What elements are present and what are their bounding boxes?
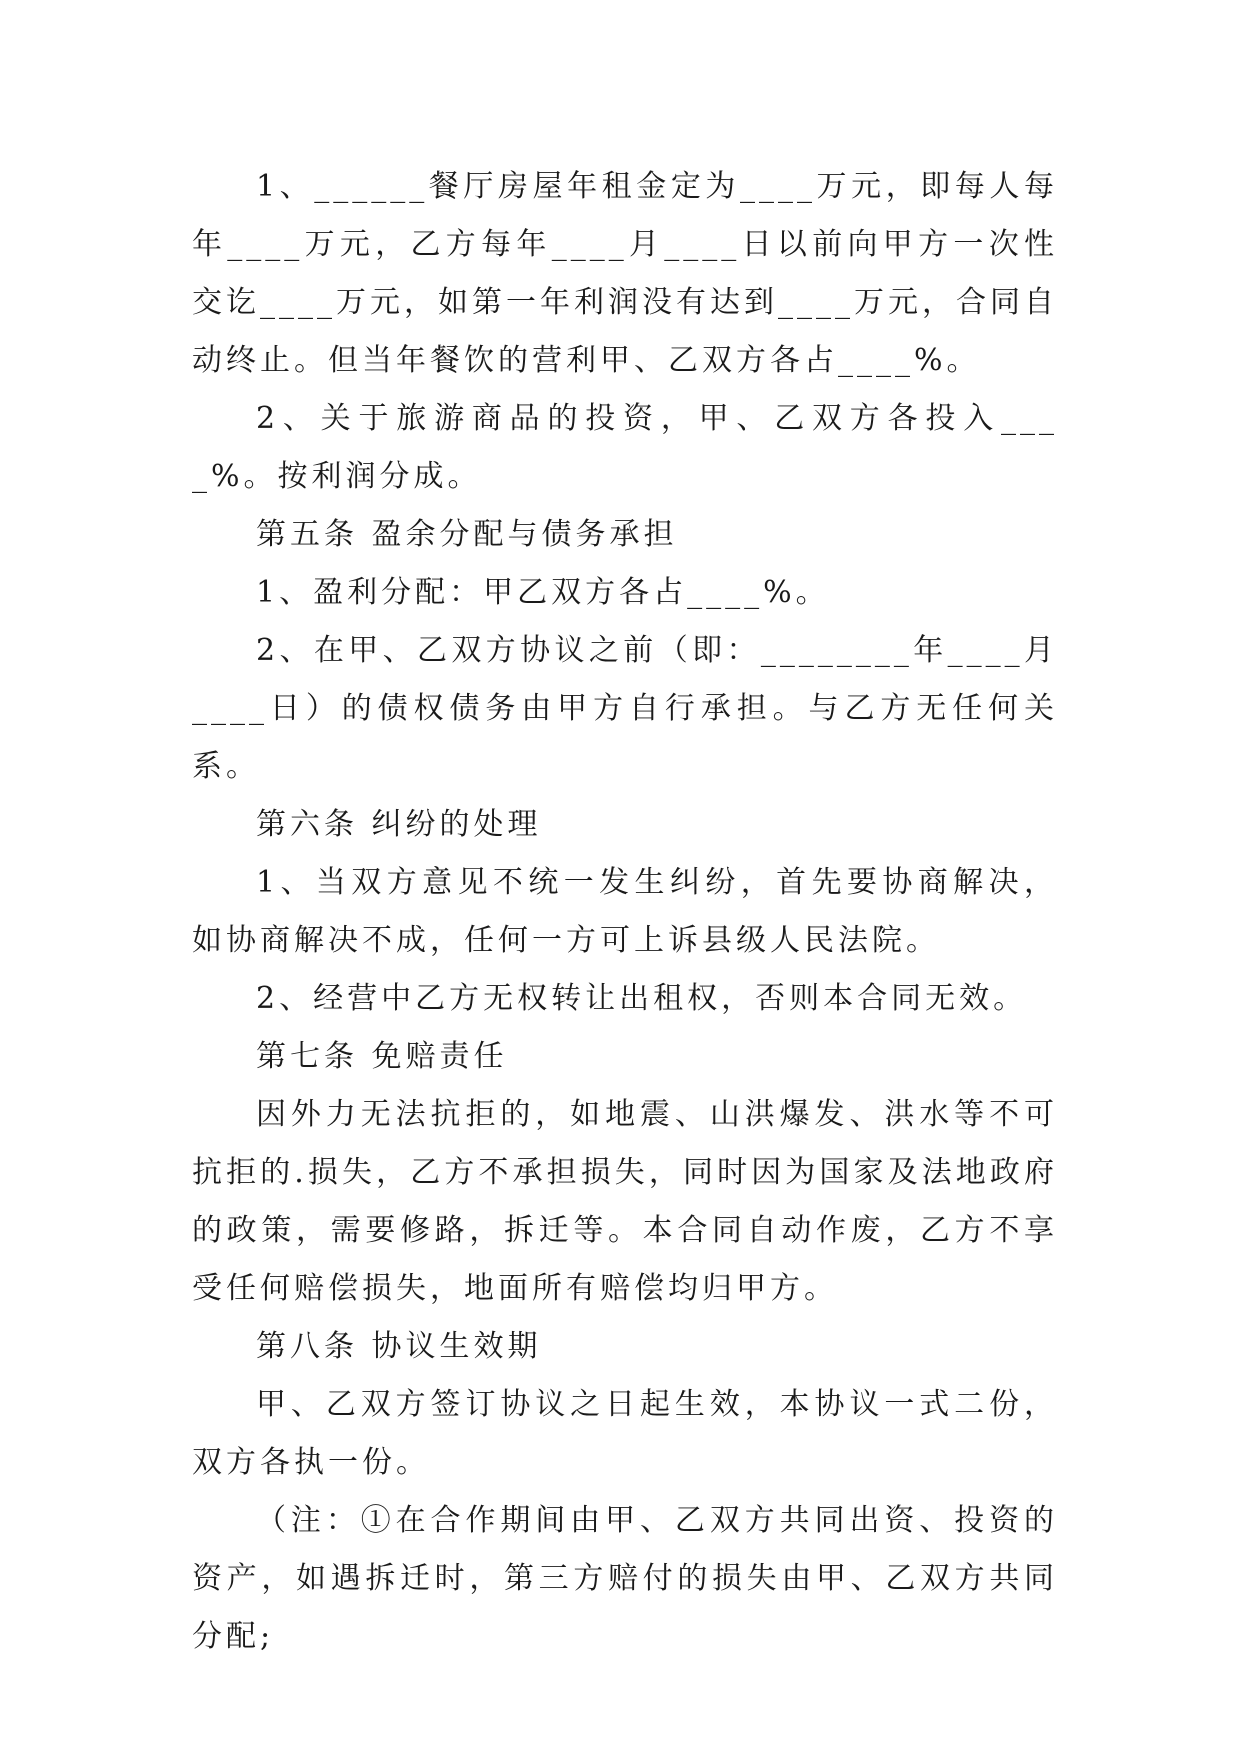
paragraph-tourism-investment: 2、关于旅游商品的投资，甲、乙双方各投入____%。按利润分成。 (192, 401, 1058, 494)
document-body (192, 158, 1058, 1666)
paragraph-profit-distribution: 1、盈利分配：甲乙双方各占____%。 (256, 575, 830, 610)
section-heading-article-8: 第八条 协议生效期 (256, 1329, 542, 1364)
section-heading-article-7: 第七条 免赔责任 (256, 1039, 508, 1074)
paragraph-effective-date: 甲、乙双方签订协议之日起生效，本协议一式二份，双方各执一份。 (192, 1387, 1058, 1480)
paragraph-force-majeure: 因外力无法抗拒的，如地震、山洪爆发、洪水等不可抗拒的.损失，乙方不承担损失，同时因为国家及法地政府的政策，需要修路，拆迁等。本合同自动作废，乙方不享受任何赔偿损失，地面所有赔偿均归甲方。 (192, 1097, 1058, 1306)
paragraph-dispute-resolution: 1、当双方意见不统一发生纠纷，首先要协商解决，如协商解决不成，任何一方可上诉县级人民法院。 (192, 865, 1058, 958)
section-heading-article-5: 第五条 盈余分配与债务承担 (256, 517, 678, 552)
paragraph-rent-terms: 1、______餐厅房屋年租金定为____万元，即每人每年____万元，乙方每年____月____日以前向甲方一次性交讫____万元，如第一年利润没有达到____万元，合同自动终止。但当年餐饮的营利甲、乙双方各占____%。 (192, 169, 1058, 378)
section-heading-article-6: 第六条 纠纷的处理 (256, 807, 542, 842)
paragraph-prior-debts: 2、在甲、乙双方协议之前（即：________年____月____日）的债权债务由甲方自行承担。与乙方无任何关系。 (192, 633, 1058, 784)
paragraph-note: （注：①在合作期间由甲、乙双方共同出资、投资的资产，如遇拆迁时，第三方赔付的损失由甲、乙双方共同分配; (192, 1503, 1058, 1654)
paragraph-no-transfer: 2、经营中乙方无权转让出租权，否则本合同无效。 (256, 981, 1028, 1016)
